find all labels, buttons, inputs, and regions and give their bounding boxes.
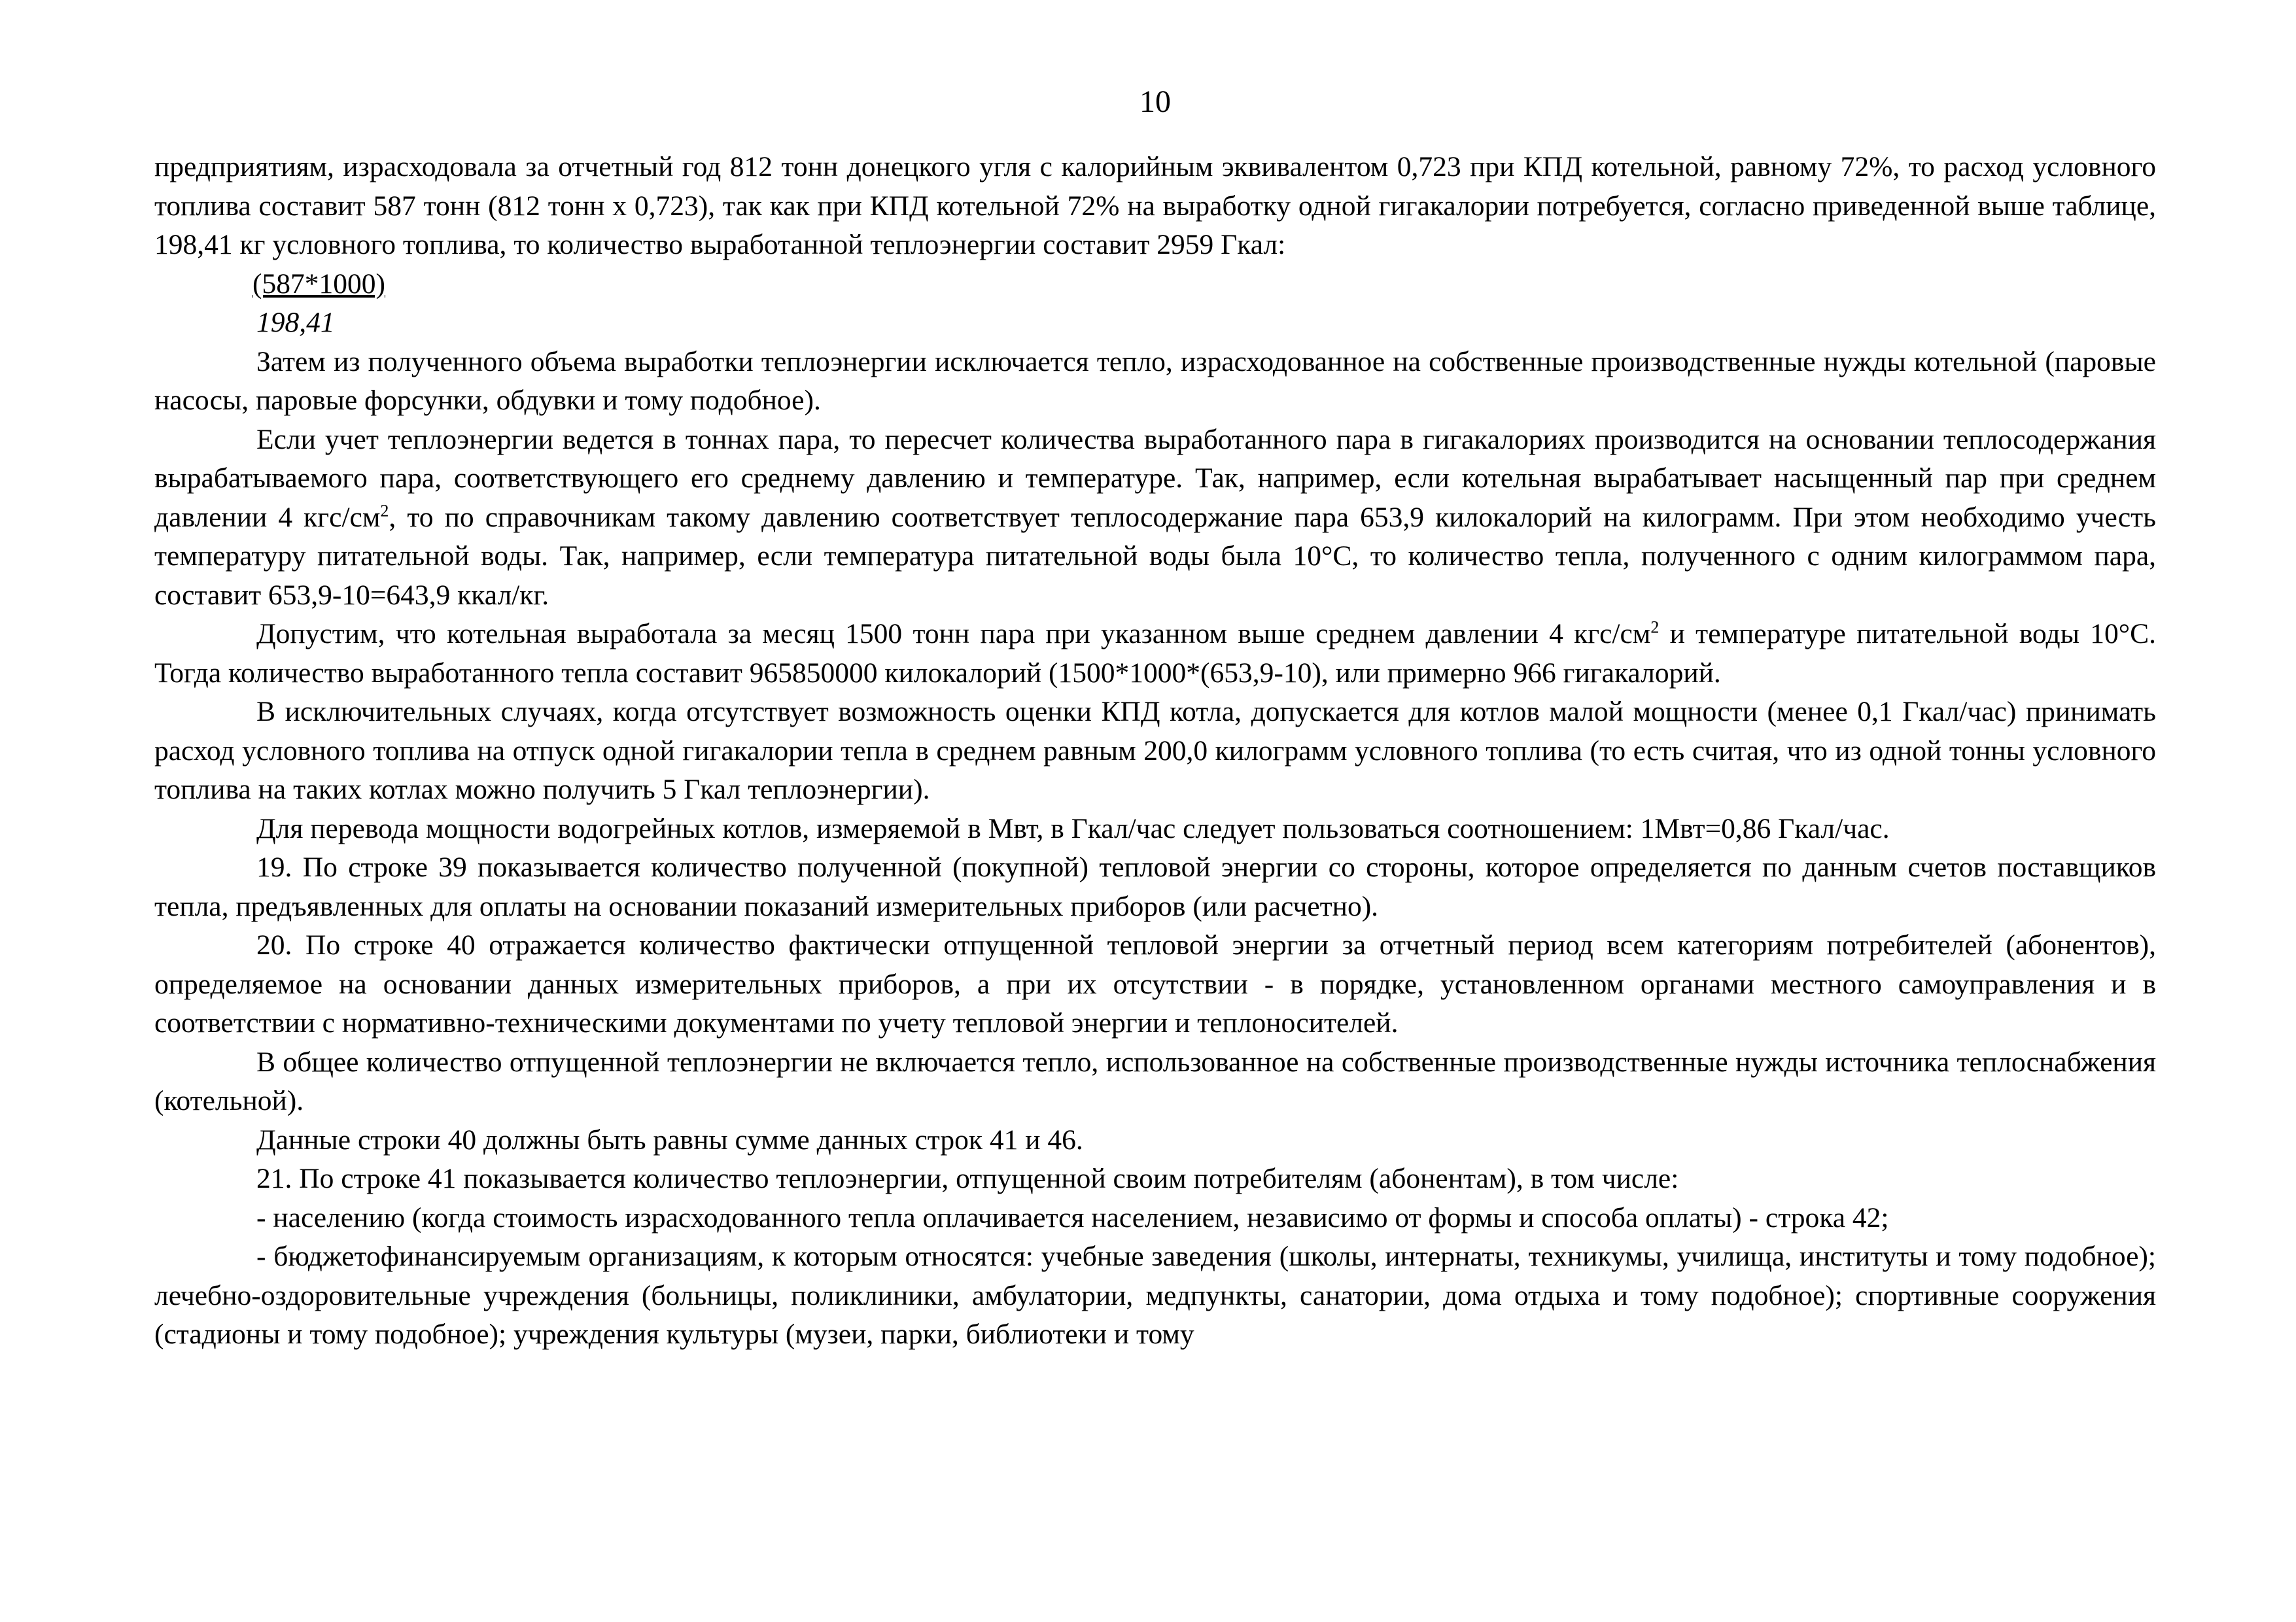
list-item-population: - населению (когда стоимость израсходованного тепла оплачивается населением, независимо от формы и способа оплаты) - строка 42; [256, 1201, 1889, 1234]
paragraph-item-19: 19. По строке 39 показывается количество полученной (покупной) тепловой энергии со стороны, которое определяется по данным счетов поставщиков тепла, предъявленных для оплаты на основании показаний измерительных приборов (или расчетно). [154, 852, 2156, 922]
paragraph-intro: предприятиям, израсходовала за отчетный год 812 тонн донецкого угля с калорийным эквивалентом 0,723 при КПД котельной, равному 72%, то расход условного топлива составит 587 тонн (812 тонн х 0,723), так как при КПД котельной 72% на выработку одной гигакалории потребуется, согласно приведенной выше таблице, 198,41 кг условного топлива, то количество выработанной теплоэнергии составит 2959 Гкал: [154, 151, 2156, 260]
paragraph-exclusion: Затем из полученного объема выработки теплоэнергии исключается тепло, израсходованное на собственные производственные нужды котельной (паровые насосы, паровые форсунки, обдувки и тому подобное). [154, 345, 2156, 416]
list-item-budget-organizations: - бюджетофинансируемым организациям, к которым относятся: учебные заведения (школы, интернаты, техникумы, училища, институты и тому подобное); лечебно-оздоровительные учреждения (больницы, поликлиники, амбулатории, медпункты, санатории, дома отдыха и тому подобное); спортивные сооружения (стадионы и тому подобное); учреждения культуры (музеи, парки, библиотеки и тому [154, 1241, 2156, 1350]
paragraph-item-21: 21. По строке 41 показывается количество теплоэнергии, отпущенной своим потребителям (абонентам), в том числе: [256, 1163, 1679, 1194]
paragraph-example-text-a: Допустим, что котельная выработала за месяц 1500 тонн пара при указанном выше среднем давлении 4 кгс/см [256, 618, 1651, 649]
superscript-squared: 2 [1650, 617, 1660, 637]
paragraph-steam-accounting [154, 421, 2156, 615]
formula-numerator: (587*1000) [252, 267, 385, 300]
paragraph-steam-text-b: , то по справочникам такому давлению соответствует теплосодержание пара 653,9 килокалорий на килограмм. При этом необходимо учесть температуру питательной воды. Так, например, если температура питательной воды была 10°С, то количество тепла, полученного с одним килограммом пара, составит 653,9-10=643,9 ккал/кг. [154, 501, 2156, 611]
paragraph-row-sum: Данные строки 40 должны быть равны сумме данных строк 41 и 46. [256, 1124, 1083, 1156]
page-number: 10 [1139, 84, 1171, 119]
superscript-squared: 2 [380, 501, 389, 520]
paragraph-steam-text-a: Если учет теплоэнергии ведется в тоннах пара, то пересчет количества выработанного пара в гигакалориях производится на основании теплосодержания вырабатываемого пара, соответствующего его среднему давлению и температуре. Так, например, если котельная вырабатывает насыщенный пар при среднем давлении 4 кгс/см [154, 423, 2156, 533]
paragraph-conversion: Для перевода мощности водогрейных котлов, измеряемой в Мвт, в Гкал/час следует пользоваться соотношением: 1Мвт=0,86 Гкал/час. [256, 812, 1890, 844]
paragraph-item-20: 20. По строке 40 отражается количество фактически отпущенной тепловой энергии за отчетный период всем категориям потребителей (абонентов), определяемое на основании данных измерительных приборов, а при их отсутствии - в порядке, установленном органами местного самоуправления и в соответствии с нормативно-техническими документами по учету тепловой энергии и теплоносителей. [154, 929, 2156, 1039]
formula-denominator: 198,41 [256, 307, 335, 338]
paragraph-total-supplied: В общее количество отпущенной теплоэнергии не включается тепло, использованное на собственные производственные нужды источника теплоснабжения (котельной). [154, 1046, 2156, 1116]
document-page [154, 78, 2156, 1355]
paragraph-example [154, 615, 2156, 693]
paragraph-example-text-b: и температуре питательной воды 10°С. Тогда количество выработанного тепла составит 965850000 килокалорий (1500*1000*(653,9-10), или примерно 966 гигакалорий. [154, 618, 2156, 689]
paragraph-exceptional-cases: В исключительных случаях, когда отсутствует возможность оценки КПД котла, допускается для котлов малой мощности (менее 0,1 Гкал/час) принимать расход условного топлива на отпуск одной гигакалории тепла в среднем равным 200,0 килограмм условного топлива (то есть считая, что из одной тонны условного топлива на таких котлах можно получить 5 Гкал теплоэнергии). [154, 696, 2156, 805]
formula-fraction [252, 265, 2156, 343]
